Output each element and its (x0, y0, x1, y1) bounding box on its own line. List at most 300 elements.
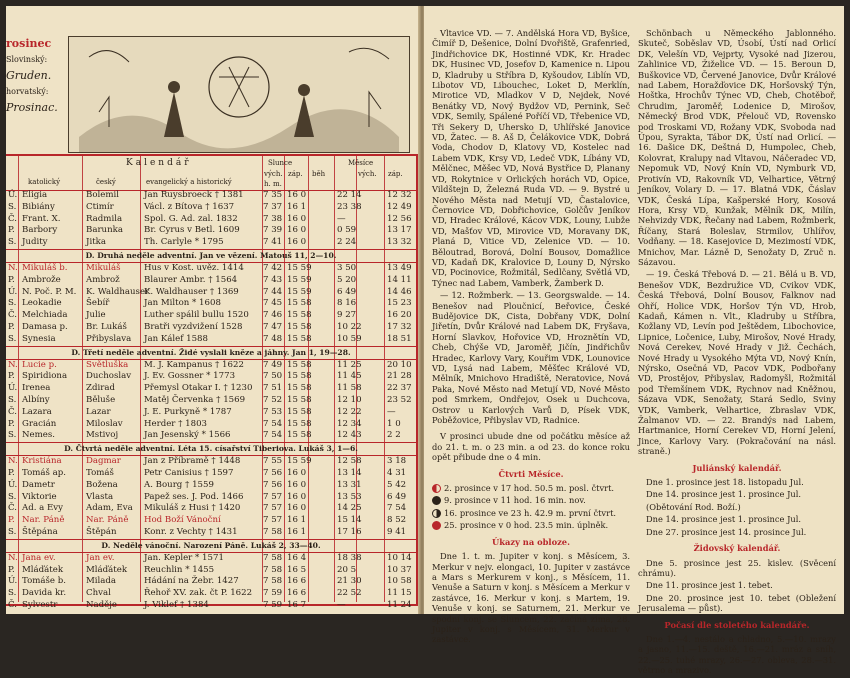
julian-calendar-title: Juliánský kalendář. (692, 462, 782, 473)
calendar-day-row (6, 480, 416, 492)
calendar-day-row (6, 395, 416, 407)
calendar-day-row (6, 576, 416, 588)
day-letter: Ú. (8, 576, 18, 587)
day-letter: S. (8, 298, 17, 309)
day-letter: Č. (8, 599, 18, 610)
open-book (6, 6, 844, 676)
moonrise: 20 5 (337, 564, 357, 575)
calendar-day-row (6, 383, 416, 395)
historic-event: M. J. Kampanus † 1622 (144, 359, 244, 370)
day-letter: Ú. (8, 190, 18, 200)
daylight-note: V prosinci ubude dne od počátku měsíce až do 21. t. m. o 23 min. a od 23. do konce roku opět přibude dne o 4 min. (432, 431, 630, 463)
historic-event: Blaurer Ambr. † 1564 (144, 274, 238, 285)
moonrise: 6 49 (337, 286, 357, 297)
moonrise: 12 34 (337, 418, 362, 429)
full-moon-icon (432, 521, 441, 530)
markets-text-2: — 12. Rožmberk. — 13. Georgswalde. — 14. Benešov nad Ploučnicí, Beřovice, České Budějovice DK, Cista, Dobřany VDK, Dolní Jiřetín, Dvůr Králové nad Labem DK, Fryšava, Horní Slavkov, Hořovice VD, Hroznětín VD, Cheb, Chýše VD, Jaroměř, Jičín, Jindřichův Hradec, Karlovy Vary, Kouřim VDK, Lounovice VD, Lysá nad Labem, Měšťec Králové VD, Mělník, Mnichovo Hradiště, Neratovice, Nová Paka, Nové Město nad Metují VD, Nové Město pod Smrkem, Ondřejov, Osek u Duchcova, Ostrov u Karlových Varů D, Písek VDK, Poběžovice, Přibyslav VD, Radnice. (432, 290, 630, 426)
week-header: D. Neděle vánoční. Narození Páně. Lukáš 2, 33—40. (6, 539, 416, 553)
sunset: 15 58 (287, 359, 312, 370)
day-letter: S. (8, 237, 17, 248)
catholic-name: Mláďátek (22, 564, 64, 575)
calendar-day-row (6, 456, 416, 468)
markets-text-3: Schönbach u Německého Jablonného. Skuteč, Soběslav VD, Úsobí, Ústí nad Orlicí DK, Velešín VD, Vejprty, Vysoké nad Jizerou, Zahlinice VD, Žiželice VD. — 15. Beroun D, Buškovice VD, Červené Janovice, Dvůr Králové nad Labem, Horažďovice DK, Horšovský Týn, Hoštka, Hrochův Týnec VD, Cheb, Chotěboř, Chrudim, Jaroměř, Lodenice D, Mirošov, Německý Brod VDK, Přelouč VD, Rovensko pod Troskami VD, Rožany VDK, Svoboda nad Úpou, Syrakta, Tábor DK, Ústí nad Orlicí. — 16. Dašice DK, Deštná D, Humpolec, Cheb, Kolovrat, Kralupy nad Vltavou, Náčeradec VD, Nepomuk VD, Nový Knín VD, Nymburk VD, Protivín VD, Rakovník VD, Velhartice, Větrný Jeníkov, Volary D. — 17. Blatná VDK, Čáslav VDK, Česká Lípa, Kašperské Hory, Kosová Hora, Krsy VD, Kunžak, Mělník DK, Milín, Nehvizdy VDK, Řečany nad Labem, Rožmberk, Říčany, Stará Boleslav, Strmilov, Uhlířov, Vodňany. — 18. Kasejovice D, Mezimostí VDK, Mnichov, Mar. Lázně D, Senožaty D, Zruč n. Sázavou. (638, 28, 836, 267)
day-letter: Č. (8, 310, 18, 321)
calendar-rows (6, 190, 416, 612)
sky-events-title: Úkazy na obloze. (492, 536, 570, 547)
sky-events-text: Dne 1. t. m. Jupiter v konj. s Měsícem, 3. Merkur v nejv. elongaci, 10. Jupiter v zastávce a Mars s Merkurem v konj., s Měsícem, 11. Venuše a Saturn v konj. s Měsícem a Merkur v zastávce, 16. Merkur v konj. s Martem, 19. Venuše v konj. se Saturnem, 21. Merkur ve spodní konj. se Sluncem, 22. začíná zima, 28. Jupiter v konj. s Měsícem, 31. Merkur v zastávce. (432, 551, 630, 645)
sunset: 16 0 (287, 479, 307, 490)
jewish-line-2: Dne 11. prosince jest 1. tebet. (646, 580, 773, 591)
left-page (6, 6, 420, 614)
sunset: 16 4 (287, 552, 307, 563)
historic-event: Řehoř XV. zak. čt P. 1622 (144, 588, 253, 599)
croatian-label: horvatský: (6, 87, 49, 96)
calendar-day-row (6, 225, 416, 237)
moonset: 6 49 (387, 491, 407, 502)
historic-event: Mikuláš z Husi † 1420 (144, 503, 241, 514)
moonrise: 2 24 (337, 237, 357, 248)
calendar-day-row (6, 419, 416, 431)
right-column-2 (638, 28, 836, 678)
sunrise: 7 43 (263, 274, 283, 285)
historic-event: Jan Kálef 1588 (144, 333, 208, 344)
calendar-table (6, 154, 418, 610)
catholic-name: Dametr (22, 479, 55, 490)
sunrise: 7 54 (263, 418, 283, 429)
day-letter: P. (8, 564, 15, 575)
historic-event: Konr. z Vechty † 1431 (144, 526, 238, 537)
calendar-day-row (6, 287, 416, 299)
historic-event: Jan Jesenský * 1566 (144, 430, 231, 441)
historic-event: Papež ses. J. Pod. 1466 (144, 491, 244, 502)
historic-event: J. Viklef † 1384 (144, 599, 209, 610)
day-letter: Ú. (8, 383, 18, 394)
sunset: 16 7 (287, 599, 307, 610)
col-sun-rise: vých. (264, 170, 283, 178)
catholic-name: Sylvestr (22, 599, 58, 610)
julian-line-5: Dne 27. prosince jest 14. prosince Jul. (646, 526, 807, 537)
catholic-name: Ambrože (22, 274, 61, 285)
sunset: 15 58 (287, 310, 312, 321)
moon-phase-2 (432, 495, 630, 505)
moonrise: 21 30 (337, 576, 362, 587)
moonrise: 22 52 (337, 588, 362, 599)
czech-name: Mikuláš (86, 262, 121, 273)
day-letter: S. (8, 526, 17, 537)
moon-phase-4 (432, 520, 630, 530)
sunrise: 7 49 (263, 359, 283, 370)
col-katolicky: katolický (28, 178, 61, 186)
historic-event: Jan Ruysbroeck † 1381 (144, 190, 244, 200)
moonset: 17 32 (387, 321, 412, 332)
moonrise: 12 22 (337, 406, 362, 417)
sunrise: 7 46 (263, 310, 283, 321)
sunset: 15 58 (287, 298, 312, 309)
sunrise: 7 37 (263, 201, 283, 212)
sunset: 16 1 (287, 526, 307, 537)
moonset: 11 24 (387, 599, 412, 610)
czech-name: K. Waldhauser (86, 286, 150, 297)
moonrise: 11 25 (337, 359, 362, 370)
moonrise: 10 22 (337, 321, 362, 332)
calendar-day-row (6, 190, 416, 202)
catholic-name: Tomáše b. (22, 576, 66, 587)
sunset: 15 58 (287, 406, 312, 417)
day-letter: P. (8, 467, 15, 478)
julian-line-3: (Obětování Rod. Boží.) (646, 501, 741, 512)
day-letter: N. (8, 456, 18, 467)
calendar-day-row (6, 565, 416, 577)
calendar-day-row (6, 588, 416, 600)
calendar-day-row (6, 298, 416, 310)
moonrise: 5 20 (337, 274, 357, 285)
sunrise: 7 56 (263, 479, 283, 490)
sunset: 16 5 (287, 564, 307, 575)
czech-name: Mláďátek (86, 564, 128, 575)
day-letter: N. (8, 552, 18, 563)
sunrise: 7 58 (263, 576, 283, 587)
moonset: 4 31 (387, 467, 407, 478)
moonset: 5 42 (387, 479, 407, 490)
day-letter: P. (8, 418, 15, 429)
catholic-name: Eligia (22, 190, 48, 200)
col-moon-rise: vých. (358, 170, 377, 178)
moonset: 23 52 (387, 394, 412, 405)
czech-name: Naděje (86, 599, 117, 610)
sunrise: 7 57 (263, 491, 283, 502)
moonrise: 8 16 (337, 298, 357, 309)
sunset: 16 6 (287, 576, 307, 587)
moonset: 14 46 (387, 286, 412, 297)
calendar-day-row (6, 334, 416, 346)
day-letter: Ú. (8, 286, 18, 297)
catholic-name: Barbory (22, 225, 58, 236)
day-letter: S. (8, 201, 17, 212)
czech-name: Jitka (86, 237, 106, 248)
catholic-name: Tomáš ap. (22, 467, 67, 478)
moonset: 22 37 (387, 383, 412, 394)
calendar-day-row (6, 202, 416, 214)
moonrise: 12 10 (337, 394, 362, 405)
czech-name: Šebíř (86, 298, 110, 309)
czech-name: Chval (86, 588, 111, 599)
catholic-name: Viktorie (22, 491, 57, 502)
catholic-name: Nar. Páně (22, 515, 65, 526)
moon-phase-4-text: 25. prosince v 0 hod. 23.5 min. úplněk. (444, 520, 609, 531)
weather-text: Dne 1.—4. nestálo a chladno, 5.—10. mrazy a jasno, 11.—15. deště, 16.—21. mráz a sníh, 22.—25. tuhé mrazy, 26.—27. obleva, 28.—31. větrno a mrazivo. (638, 633, 836, 676)
calendar-day-row (6, 600, 416, 612)
calendar-day-row (6, 360, 416, 372)
sunrise: 7 58 (263, 552, 283, 563)
historic-event: Br. Cyrus v Betl. 1609 (144, 225, 240, 236)
calendar-day-row (6, 237, 416, 249)
moonrise: 14 25 (337, 503, 362, 514)
moonset: 3 18 (387, 456, 407, 467)
moonset: 11 15 (387, 588, 412, 599)
sunrise: 7 59 (263, 588, 283, 599)
last-quarter-icon (432, 484, 441, 493)
czech-name: Dagmar (86, 456, 121, 467)
sunset: 15 58 (287, 394, 312, 405)
catholic-name: Albíny (22, 394, 50, 405)
sunset: 16 0 (287, 491, 307, 502)
czech-name: Br. Lukáš (86, 321, 127, 332)
jewish-line-1: Dne 5. prosince jest 25. kislev. (Svěcení chrámu). (638, 557, 836, 578)
catholic-name: Lazara (22, 406, 52, 417)
week-header: D. Druhá neděle adventní. Jan ve vězení. Matouš 11, 2—10. (6, 249, 416, 263)
sunrise: 7 53 (263, 406, 283, 417)
julian-line-4: Dne 14. prosince jest 1. prosince Jul. (646, 514, 802, 525)
catholic-name: Melchiada (22, 310, 68, 321)
sunrise: 7 59 (263, 599, 283, 610)
calendar-day-row (6, 310, 416, 322)
catholic-name: Štěpána (22, 526, 58, 537)
sunset: 15 58 (287, 321, 312, 332)
catholic-name: Nemes. (22, 430, 55, 441)
czech-name: Milada (86, 576, 117, 587)
historic-event: Reuchlin * 1455 (144, 564, 215, 575)
sunset: 15 59 (287, 262, 312, 273)
day-letter: Č. (8, 406, 18, 417)
historic-event: Herder † 1803 (144, 418, 208, 429)
calendar-day-row (6, 553, 416, 565)
czech-name: Nar. Páně (86, 515, 129, 526)
historic-event: Hádání na Žebr. 1427 (144, 576, 239, 587)
col-evang: evangelický a historický (146, 178, 232, 186)
moonset: 13 17 (387, 225, 412, 236)
sunrise: 7 39 (263, 225, 283, 236)
moonrise: — (337, 213, 346, 224)
czech-name: Julie (86, 310, 106, 321)
catholic-name: Davida kr. (22, 588, 67, 599)
moonrise: 12 43 (337, 430, 362, 441)
historic-event: Jan z Příbramě † 1448 (144, 456, 241, 467)
sunrise: 7 50 (263, 371, 283, 382)
moonset: 12 56 (387, 213, 412, 224)
sunrise: 7 57 (263, 515, 283, 526)
moonrise: 13 53 (337, 491, 362, 502)
moonset: — (387, 406, 396, 417)
moonset: 15 23 (387, 298, 412, 309)
day-letter: P. (8, 321, 15, 332)
moonset: 10 14 (387, 552, 412, 563)
sunset: 15 59 (287, 456, 312, 467)
first-quarter-icon (432, 509, 441, 518)
catholic-name: N. Poč. P. M. (22, 286, 77, 297)
week-header: D. Třetí neděle adventní. Židé vyslali kněze a jáhny. Jan 1, 19—28. (6, 346, 416, 360)
catholic-name: Leokadie (22, 298, 62, 309)
moonset: 12 49 (387, 201, 412, 212)
calendar-day-row (6, 492, 416, 504)
col-slunce: Slunce (268, 159, 293, 167)
calendar-day-row (6, 468, 416, 480)
sunrise: 7 57 (263, 503, 283, 514)
sunrise: 7 58 (263, 564, 283, 575)
historic-event: A. Bourg † 1559 (144, 479, 214, 490)
moonrise: 10 59 (337, 333, 362, 344)
sunset: 15 58 (287, 383, 312, 394)
moonrise: 22 14 (337, 190, 362, 200)
day-letter: N. (8, 262, 18, 273)
day-letter: P. (8, 371, 15, 382)
czech-name: Zdirad (86, 383, 115, 394)
calendar-day-row (6, 430, 416, 442)
col-moon-set: záp. (388, 170, 403, 178)
col-cesky: český (96, 178, 116, 186)
moonset: 21 28 (387, 371, 412, 382)
czech-name: Mstivoj (86, 430, 119, 441)
sunrise: 7 42 (263, 262, 283, 273)
historic-event: J. Ev. Gossner * 1773 (144, 371, 236, 382)
moonset: 9 41 (387, 526, 407, 537)
moonrise: 11 45 (337, 371, 362, 382)
sunset: 16 6 (287, 588, 307, 599)
moonrise: 13 31 (337, 479, 362, 490)
moonset: 7 54 (387, 503, 407, 514)
sunset: 16 1 (287, 201, 307, 212)
day-letter: N. (8, 359, 18, 370)
historic-event: J. E. Purkyně * 1787 (144, 406, 232, 417)
sunrise: 7 52 (263, 394, 283, 405)
czech-name: Barunka (86, 225, 123, 236)
sunset: 16 0 (287, 503, 307, 514)
historic-event: Přemysl Otakar I. † 1230 (144, 383, 253, 394)
markets-text-4: — 19. Česká Třebová D. — 21. Bělá u B. VD, Benešov VDK, Bezdružice VD, Cvikov VDK, Česká Třebová, Dolní Bousov, Falknov nad Ohří, Holice VDK, Horšov Týn VD, Hrob, Kadaň, Kámen n. Vlt., Kladruby u Stříbra, Kožlany VD, Levín pod Ještědem, Libochovice, Lipnice, Ločenice, Luby, Mirošov, Nové Hrady, Nová Cerekev, Nové Hrady v Již. Čechách, Nové Hrady u Vysokého Mýta VD, Nový Knín, Nýrsko, Osečná VD, Pacov VDK, Podbořany VD, Prostějov, Přibyslav, Radomyšl, Rožmitál pod Třemšínem VDK, Rychnov nad Kněžnou, Sázava VDK, Senožaty, Stará Sedlo, Sviny VDK, Vamberk, Velhartice, Zbraslav VDK, Žalmanov VD. — 22. Brandýs nad Labem, Hartmanice, Horní Cerekev VD, Horní Jelení, Jince, Karlovy Vary. (Pokračování na násl. straně.) (638, 269, 836, 457)
historic-event: Petr Canisius † 1597 (144, 467, 234, 478)
sunset: 15 58 (287, 371, 312, 382)
slovenian-month: Gruden. (6, 69, 52, 82)
moonset: 14 11 (387, 274, 412, 285)
col-beh: běh (312, 170, 326, 178)
day-letter: Č. (8, 213, 18, 224)
calendar-day-row (6, 214, 416, 226)
col-sun-hm: h. m. (264, 180, 282, 188)
moonset: 18 51 (387, 333, 412, 344)
catholic-name: Jana ev. (22, 552, 56, 563)
moonset: 8 52 (387, 515, 407, 526)
moonrise: — (337, 599, 346, 610)
day-letter: S. (8, 491, 17, 502)
moon-phase-1 (432, 483, 630, 493)
moon-phase-3 (432, 508, 630, 518)
czech-name: Světluška (86, 359, 129, 370)
calendar-day-row (6, 275, 416, 287)
markets-text-1: Vltavice VD. — 7. Andělská Hora VD, Byšice, Čimíř D, Dešenice, Dolní Dvořiště, Grafenried, Jindřichovice DK, Hostinné VDK, Kr. Hradec DK, Husinec VD, Josefov D, Kamenice n. Lipou D, Kladruby u Stříbra D, Kyšoudov, Liblín VD, Libotov VD, Libouchec, Loket D, Merklín, Mirotice VD, Mladkov V D, Nejdek, Nové Benátky VD, Nový Bydžov VD, Pernink, Seč VDK, Semily, Spálené Poříčí VD, Třebenice VD, Tři Sekery D, Uhersko D, Uhlířské Janovice VD, Žatec. — 8. Aš D, Čelákovice VDK, Dobrá Voda, Chodov D, Klatovy VD, Kostelec nad Labem VDK, Krsy VD, Ledeč VDK, Líbány VD, Mělčnec, Měšec VD, Nová Bystřice D, Planany VD, Rokytnice v Orlických horách VD, Opice, Vildštejn D, Železná Ruda VD. — 9. Bystré u Nového Města nad Metují VD, Častalovice, Černovice VD, Dobřichovice, Golčův Jeníkov VD, Hradec Králové, Kácov VDK, Louny, Lubže VD, Mašťov VD, Mirovice VD, Moravany DK, Planá D, Vitice VD, Zelenice VD. — 10. Běloutrad, Borová, Dolní Bousov, Domažlice VD, Kadaň DK, Kralovice D, Louny D, Nýrsko VD, Pocinovice, Rožmitál, Sedlčany, Světlá VD, Týnec nad Labem, Vamberk, Žamberk D. (432, 28, 630, 288)
historic-event: Spol. G. Ad. zal. 1832 (144, 213, 238, 224)
historic-event: Jan. Kepler * 1571 (144, 552, 224, 563)
czech-name: Lazar (86, 406, 111, 417)
czech-name: Ctimír (86, 201, 114, 212)
moonset: 20 10 (387, 359, 412, 370)
moonrise: 3 50 (337, 262, 357, 273)
moon-phase-2-text: 9. prosince v 11 hod. 16 min. nov. (444, 495, 586, 506)
sunset: 15 58 (287, 418, 312, 429)
czech-name: Bolemil (86, 190, 119, 200)
czech-name: Jan ev. (86, 552, 115, 563)
moonset: 10 37 (387, 564, 412, 575)
moonrise: 18 38 (337, 552, 362, 563)
catholic-name: Damasa p. (22, 321, 68, 332)
day-letter: Ú. (8, 479, 18, 490)
czech-name: Tomáš (86, 467, 114, 478)
moonrise: 15 14 (337, 515, 362, 526)
moon-phases-title: Čtvrti Měsíce. (498, 468, 564, 479)
calendar-day-row (6, 527, 416, 539)
czech-name: Přibyslava (86, 333, 132, 344)
new-moon-icon (432, 496, 441, 505)
sunrise: 7 41 (263, 237, 283, 248)
czech-name: Radmila (86, 213, 123, 224)
week-header: D. Čtvrtá neděle adventní. Léta 15. císařství Tiberiova. Lukáš 3, 1—6. (6, 442, 416, 456)
catholic-name: Kristiána (22, 456, 62, 467)
right-column-1 (432, 28, 630, 647)
sunrise: 7 54 (263, 430, 283, 441)
historic-event: Bratři vyzdvižení 1528 (144, 321, 243, 332)
czech-name: Běluše (86, 394, 116, 405)
slovenian-label: Slovinský: (6, 55, 48, 64)
catholic-name: Ireneа (22, 383, 51, 394)
historic-event: Jan Milton * 1608 (144, 298, 221, 309)
day-letter: S. (8, 430, 17, 441)
catholic-name: Frant. X. (22, 213, 61, 224)
day-letter: S. (8, 588, 17, 599)
moon-phase-3-text: 16. prosince ve 23 h. 42.9 m. první čtvrt. (444, 507, 617, 518)
calendar-day-row (6, 371, 416, 383)
moonrise: 0 59 (337, 225, 357, 236)
catholic-name: Bibiány (22, 201, 55, 212)
calendar-title: Kalendář (126, 158, 192, 168)
croatian-month: Prosinac. (6, 101, 58, 114)
julian-line-2: Dne 14. prosince jest 1. prosince Jul. (646, 489, 802, 500)
sunset: 15 58 (287, 333, 312, 344)
sunrise: 7 35 (263, 190, 283, 200)
sunrise: 7 47 (263, 321, 283, 332)
sunrise: 7 48 (263, 333, 283, 344)
moonrise: 9 27 (337, 310, 357, 321)
moon-phase-1-text: 2. prosince v 17 hod. 50.5 m. posl. čtvrt. (444, 483, 615, 494)
calendar-header (6, 156, 416, 191)
jewish-line-3: Dne 20. prosince jest 10. tebet (Obležení Jerusalema — půst). (638, 592, 836, 614)
sunset: 16 0 (287, 237, 307, 248)
moonset: 1 0 (387, 418, 401, 429)
julian-line-1: Dne 1. prosince jest 18. listopadu Jul. (646, 477, 804, 488)
historic-event: Hod Boží Vánoční (144, 515, 221, 526)
weather-title: Počasí dle stoletého kalendáře. (664, 619, 810, 630)
moonrise: 17 16 (337, 526, 362, 537)
sunset: 16 0 (287, 225, 307, 236)
jewish-calendar-title: Židovský kalendář. (693, 543, 781, 554)
calendar-day-row (6, 407, 416, 419)
catholic-name: Mikuláš b. (22, 262, 68, 273)
sunrise: 7 51 (263, 383, 283, 394)
historic-event: K. Waldhauser † 1369 (144, 286, 239, 297)
sunrise: 7 45 (263, 298, 283, 309)
calendar-day-row (6, 515, 416, 527)
day-letter: P. (8, 225, 15, 236)
catholic-name: Synesia (22, 333, 56, 344)
moonrise: 23 38 (337, 201, 362, 212)
day-letter: S. (8, 394, 17, 405)
sunset: 16 1 (287, 515, 307, 526)
month-name-czech: rosinec (6, 37, 52, 50)
czech-name: Miloslav (86, 418, 123, 429)
col-sun-set: záp. (288, 170, 303, 178)
sunset: 15 59 (287, 274, 312, 285)
sunrise: 7 56 (263, 467, 283, 478)
right-page (424, 6, 844, 676)
catholic-name: Gracián (22, 418, 57, 429)
sunrise: 7 58 (263, 526, 283, 537)
